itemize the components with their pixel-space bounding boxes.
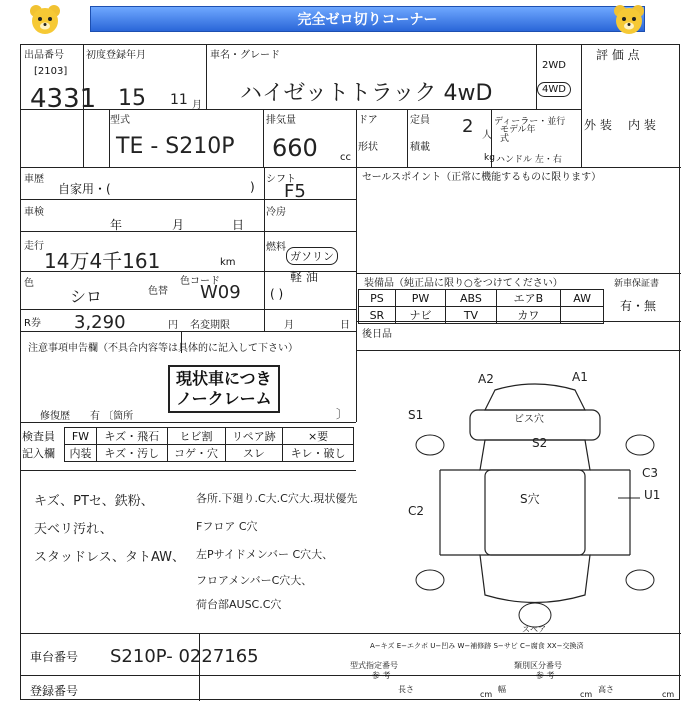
height-label: 高さ bbox=[598, 685, 614, 694]
car-name-label: 車名・グレード bbox=[210, 50, 280, 61]
inspector-cut-tear: キレ・破し bbox=[283, 445, 354, 462]
as-is-line1: 現状車につき bbox=[176, 369, 272, 388]
model-year-label: モデル年式 bbox=[500, 125, 536, 144]
repair-value: 有 〔箇所 bbox=[90, 411, 134, 422]
shape-label: 形状 bbox=[358, 142, 378, 153]
height-unit: cm bbox=[662, 690, 675, 699]
drive-2wd: 2WD bbox=[542, 60, 566, 71]
equipment-pw: PW bbox=[395, 290, 446, 307]
diagram-spare: スペア bbox=[522, 625, 546, 634]
equipment-sr: SR bbox=[359, 307, 396, 324]
inspector-label: 検査員 bbox=[22, 430, 55, 443]
capacity-value: 2 bbox=[462, 116, 474, 137]
recycle-label: R券 bbox=[24, 318, 41, 329]
history-label: 車歴 bbox=[24, 174, 44, 185]
color-code-value: W09 bbox=[200, 282, 241, 303]
registration-label: 初度登録年月 bbox=[86, 50, 146, 61]
as-is-line2: ノークレーム bbox=[176, 389, 272, 408]
displacement-unit: cc bbox=[340, 152, 351, 163]
diagram-c3: C3 bbox=[642, 466, 659, 480]
notes-label: 注意事項申告欄（不具合内容等は具体的に記入して下さい） bbox=[28, 343, 298, 354]
remark-right-5: 荷台部AUSC.C穴 bbox=[196, 598, 282, 611]
warranty-label: 新車保証書 bbox=[614, 279, 660, 289]
bear-mascot-icon bbox=[28, 3, 62, 37]
equipment-grid bbox=[358, 289, 604, 324]
equipment-ps: PS bbox=[359, 290, 396, 307]
diagram-s1: S1 bbox=[408, 408, 424, 422]
inspection-month: 月 bbox=[172, 218, 185, 232]
history-close: ) bbox=[250, 180, 255, 194]
ac-label: 冷房 bbox=[266, 207, 286, 218]
repair-close: 〕 bbox=[336, 407, 349, 421]
name-change-day: 日 bbox=[340, 320, 350, 331]
inspection-label: 車検 bbox=[24, 207, 44, 218]
length-label: 長さ bbox=[398, 685, 414, 694]
type-spec-ref: 参 考 bbox=[372, 671, 391, 680]
type-spec-label: 型式指定番号 bbox=[350, 661, 398, 670]
door-label: ドア bbox=[358, 115, 378, 126]
dealer-label: ディーラー・並行 bbox=[494, 117, 566, 127]
equipment-abs: ABS bbox=[446, 290, 496, 307]
color-change-label: 色替 bbox=[148, 286, 168, 297]
registration-month: 11 bbox=[170, 92, 188, 108]
equipment-aw: AW bbox=[561, 290, 604, 307]
displacement-label: 排気量 bbox=[266, 115, 296, 126]
remark-right-1: 各所.下廻り.C大.C穴大.現状優先 bbox=[196, 492, 358, 505]
recycle-value: 3,290 bbox=[74, 312, 126, 333]
warranty-value: 有・無 bbox=[620, 299, 657, 313]
diagram-s-ana: S穴 bbox=[520, 492, 540, 506]
color-value: シロ bbox=[70, 287, 103, 306]
diagram-a1: A1 bbox=[572, 370, 588, 384]
capacity-label: 定員 bbox=[410, 115, 430, 126]
fuel-gas-circled: ガソリン bbox=[286, 247, 338, 265]
handle-label: ハンドル 左・右 bbox=[496, 155, 562, 165]
equipment-label: 装備品（純正品に限り○をつけてください） bbox=[364, 278, 563, 289]
exterior-label: 外 装 bbox=[584, 118, 612, 132]
recycle-unit: 円 bbox=[168, 320, 178, 331]
inspector-interior: 内装 bbox=[65, 445, 97, 462]
inspection-day: 日 bbox=[232, 218, 245, 232]
inspector-required: ×要 bbox=[283, 428, 354, 445]
inspector-grid bbox=[64, 427, 354, 462]
frame-value: S210P- 0227165 bbox=[110, 646, 259, 667]
damage-legend: A−キズ E−エクボ U−凹み W−補修跡 S−サビ C−腐食 XX−交換済 bbox=[370, 642, 584, 650]
class-ref: 参 考 bbox=[536, 671, 555, 680]
width-label: 幅 bbox=[498, 685, 506, 694]
shift-label: シフト bbox=[266, 174, 296, 185]
inspector-burn-hole: コゲ・穴 bbox=[167, 445, 225, 462]
fuel-paren: ( ) bbox=[270, 287, 284, 301]
registration-year: 15 bbox=[118, 86, 146, 111]
equipment-empty bbox=[561, 307, 604, 324]
remark-right-4: フロアメンバーC穴大、 bbox=[196, 574, 313, 587]
equipment-tv: TV bbox=[446, 307, 496, 324]
as-is-stamp bbox=[168, 365, 280, 413]
inspector-repair-mark: リペア跡 bbox=[225, 428, 283, 445]
lot-sub: [2103] bbox=[34, 66, 68, 77]
remark-left-1: キズ、PTセ、鉄粉、 bbox=[34, 494, 154, 509]
registration-month-suffix: 月 bbox=[192, 100, 202, 111]
repair-label: 修復歴 bbox=[40, 411, 70, 422]
mileage-value: 14万4千161 bbox=[44, 249, 161, 273]
diagram-a2: A2 bbox=[478, 372, 494, 386]
frame-label: 車台番号 bbox=[30, 650, 79, 664]
diagram-bis-ana: ビス穴 bbox=[514, 414, 544, 425]
lot-label: 出品番号 bbox=[24, 50, 64, 61]
diagram-c2: C2 bbox=[408, 504, 425, 518]
diagram-s2: S2 bbox=[532, 436, 548, 450]
capacity-unit: 人 bbox=[482, 130, 492, 141]
color-label: 色 bbox=[24, 278, 34, 289]
load-unit: kg bbox=[484, 153, 495, 163]
remark-left-3: スタッドレス、タトAW、 bbox=[34, 550, 186, 565]
fuel-label: 燃料 bbox=[266, 242, 286, 253]
name-change-label: 名変期限 bbox=[190, 320, 230, 331]
lot-number: 4331 bbox=[30, 84, 97, 114]
car-name-value: ハイゼットトラック 4wD bbox=[240, 81, 493, 106]
shift-value: F5 bbox=[284, 181, 306, 202]
length-unit: cm bbox=[480, 690, 493, 699]
diagram-u1: U1 bbox=[644, 488, 661, 502]
rear-seat-label: 後日品 bbox=[362, 329, 392, 340]
inspector-rub: スレ bbox=[225, 445, 283, 462]
remark-left-2: 天ベリ汚れ、 bbox=[34, 522, 113, 537]
inspection-year: 年 bbox=[110, 218, 123, 232]
load-label: 積載 bbox=[410, 142, 430, 153]
inspector-fw: FW bbox=[65, 428, 97, 445]
drive-4wd-circled: 4WD bbox=[537, 82, 571, 97]
remark-right-3: 左Pサイドメンバー C穴大、 bbox=[196, 548, 334, 561]
displacement-value: 660 bbox=[272, 134, 318, 162]
model-label: 型式 bbox=[110, 115, 130, 126]
interior-label: 内 装 bbox=[628, 118, 656, 132]
grade-label: 評 価 点 bbox=[596, 48, 640, 62]
selling-points-label: セールスポイント（正常に機能するものに限ります） bbox=[362, 172, 602, 183]
reg-number-label: 登録番号 bbox=[30, 684, 79, 698]
model-value: TE - S210P bbox=[116, 134, 235, 159]
class-label: 類別区分番号 bbox=[514, 661, 562, 670]
history-value: 自家用・( bbox=[58, 182, 111, 196]
width-unit: cm bbox=[580, 690, 593, 699]
equipment-airbag: エアB bbox=[496, 290, 561, 307]
inspector-label-2: 記入欄 bbox=[22, 447, 55, 460]
name-change-month: 月 bbox=[284, 320, 294, 331]
fuel-diesel: 軽 油 bbox=[290, 270, 318, 284]
remark-right-2: Fフロア C穴 bbox=[196, 520, 258, 533]
bear-mascot-icon-right bbox=[612, 3, 646, 37]
color-code-label: 色コード bbox=[180, 276, 220, 287]
banner-title: 完全ゼロ切りコーナー bbox=[90, 6, 645, 32]
mileage-unit: km bbox=[220, 257, 236, 268]
mileage-label: 走行 bbox=[24, 241, 44, 252]
inspector-crack: ヒビ割 bbox=[167, 428, 225, 445]
equipment-leather: カワ bbox=[496, 307, 561, 324]
equipment-navi: ナビ bbox=[395, 307, 446, 324]
inspector-scratch-dirt: キズ・汚し bbox=[96, 445, 167, 462]
inspector-scratch-chip: キズ・飛石 bbox=[96, 428, 167, 445]
